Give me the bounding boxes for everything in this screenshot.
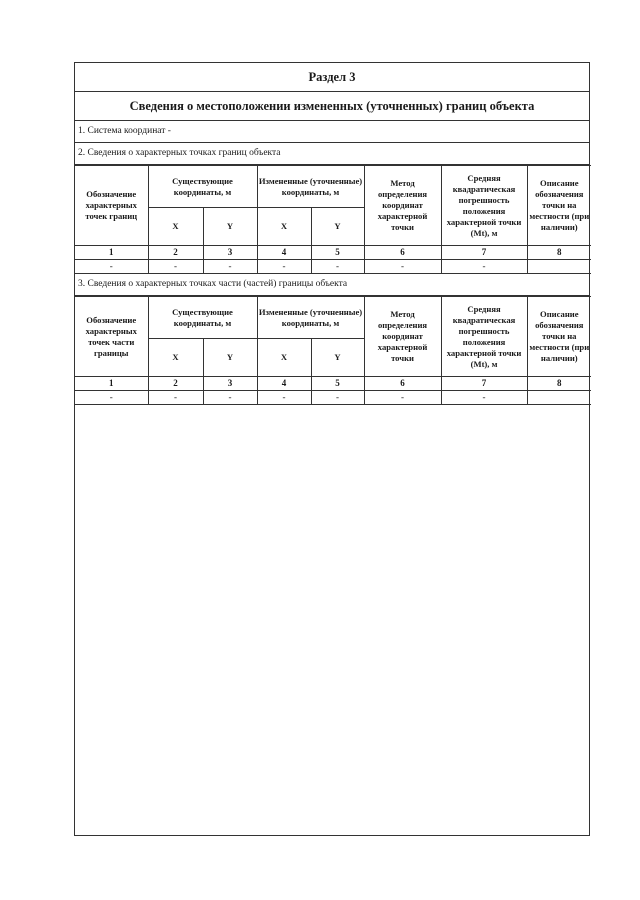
table-cell: - (441, 260, 527, 274)
col-error-header: Средняя квадратическая погрешность положения характерной точки (Mt), м (441, 297, 527, 377)
column-number-row (75, 246, 591, 260)
table-cell: - (311, 391, 364, 405)
column-number-row (75, 377, 591, 391)
col-designation-header: Обозначение характерных точек границ (75, 166, 148, 246)
column-number: 1 (75, 377, 148, 391)
part2-label: 2. Сведения о характерных точках границ объекта (75, 143, 589, 165)
table-cell: - (75, 391, 148, 405)
table-cell: - (148, 260, 203, 274)
coordinate-system-label: 1. Система координат - (75, 121, 589, 143)
column-number: 4 (257, 377, 311, 391)
column-number: 8 (527, 377, 591, 391)
col-changed-header: Измененные (уточненные) координаты, м (257, 166, 364, 208)
column-number: 4 (257, 246, 311, 260)
col-existing-header: Существующие координаты, м (148, 297, 257, 339)
col-existing-header: Существующие координаты, м (148, 166, 257, 208)
col-y-changed-header: Y (311, 208, 364, 246)
col-designation-header: Обозначение характерных точек части границы (75, 297, 148, 377)
col-y-changed-header: Y (311, 339, 364, 377)
column-number: 3 (203, 377, 257, 391)
col-x-existing-header: X (148, 208, 203, 246)
table-cell: - (311, 260, 364, 274)
table-cell: - (75, 260, 148, 274)
column-number: 8 (527, 246, 591, 260)
column-number: 2 (148, 246, 203, 260)
column-number: 7 (441, 377, 527, 391)
column-number: 6 (364, 246, 441, 260)
col-method-header: Метод определения координат характерной точки (364, 297, 441, 377)
column-number: 2 (148, 377, 203, 391)
column-number: 7 (441, 246, 527, 260)
col-method-header: Метод определения координат характерной точки (364, 166, 441, 246)
table-cell (527, 260, 591, 274)
section-title: Раздел 3 (75, 63, 589, 92)
table-cell: - (203, 260, 257, 274)
column-number: 5 (311, 246, 364, 260)
col-x-changed-header: X (257, 208, 311, 246)
col-x-changed-header: X (257, 339, 311, 377)
col-description-header: Описание обозначения точки на местности (при наличии) (527, 166, 591, 246)
col-x-existing-header: X (148, 339, 203, 377)
document-frame (74, 62, 590, 836)
col-description-header: Описание обозначения точки на местности (при наличии) (527, 297, 591, 377)
table-cell: - (257, 260, 311, 274)
column-number: 6 (364, 377, 441, 391)
table-row (75, 260, 591, 274)
table-cell: - (257, 391, 311, 405)
table-cell: - (441, 391, 527, 405)
column-number: 1 (75, 246, 148, 260)
col-y-existing-header: Y (203, 208, 257, 246)
part-boundary-points-table (75, 296, 591, 405)
table-cell: - (364, 391, 441, 405)
table-cell (527, 391, 591, 405)
table-cell: - (203, 391, 257, 405)
col-changed-header: Измененные (уточненные) координаты, м (257, 297, 364, 339)
column-number: 5 (311, 377, 364, 391)
col-error-header: Средняя квадратическая погрешность положения характерной точки (Mt), м (441, 166, 527, 246)
part3-label: 3. Сведения о характерных точках части (частей) границы объекта (75, 274, 589, 296)
col-y-existing-header: Y (203, 339, 257, 377)
table-cell: - (148, 391, 203, 405)
column-number: 3 (203, 246, 257, 260)
boundary-points-table (75, 165, 591, 274)
table-cell: - (364, 260, 441, 274)
section-subtitle: Сведения о местоположении измененных (уточненных) границ объекта (75, 92, 589, 121)
table-row (75, 391, 591, 405)
